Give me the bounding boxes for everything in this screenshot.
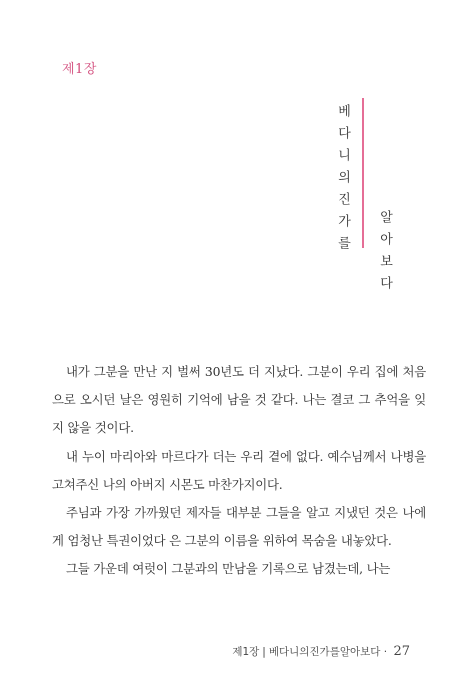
chapter-title-line-2: 알아보다 [377,210,392,298]
footer-separator: | [262,646,266,658]
paragraph-2: 내 누이 마리아와 마르다가 더는 우리 곁에 없다. 예수님께서 나병을 고쳐주신 나의 아버지 시몬도 마찬가지이다. [52,448,426,492]
page-number: 27 [393,644,410,659]
paragraph-3: 주님과 가장 가까웠던 제자들 대부분 그들을 알고 지냈던 것은 나에게 엄청난 특권이었다 은 그분의 이름을 위하여 목숨을 내놓았다. [52,505,426,549]
footer-dot: · [383,646,388,658]
chapter-title-line-1: 베다니의진가를 [335,104,350,258]
paragraph-1: 내가 그분을 만난 지 벌써 30년도 더 지났다. 그분이 우리 집에 처음으로 오시던 날은 영원히 기억에 남을 것 같다. 나는 결코 그 추억을 잊지 않을 것이다. [52,364,426,436]
paragraph-4: 그들 가운데 여럿이 그분과의 만남을 기록으로 남겼는데, 나는 [66,561,391,577]
chapter-label: 제1장 [62,62,97,77]
footer-title: 베다니의진가를알아보다 [268,646,381,658]
body-text [52,358,426,584]
footer-chapter: 제1장 [232,646,260,658]
page-footer [232,644,410,659]
title-divider-rule [362,98,364,248]
